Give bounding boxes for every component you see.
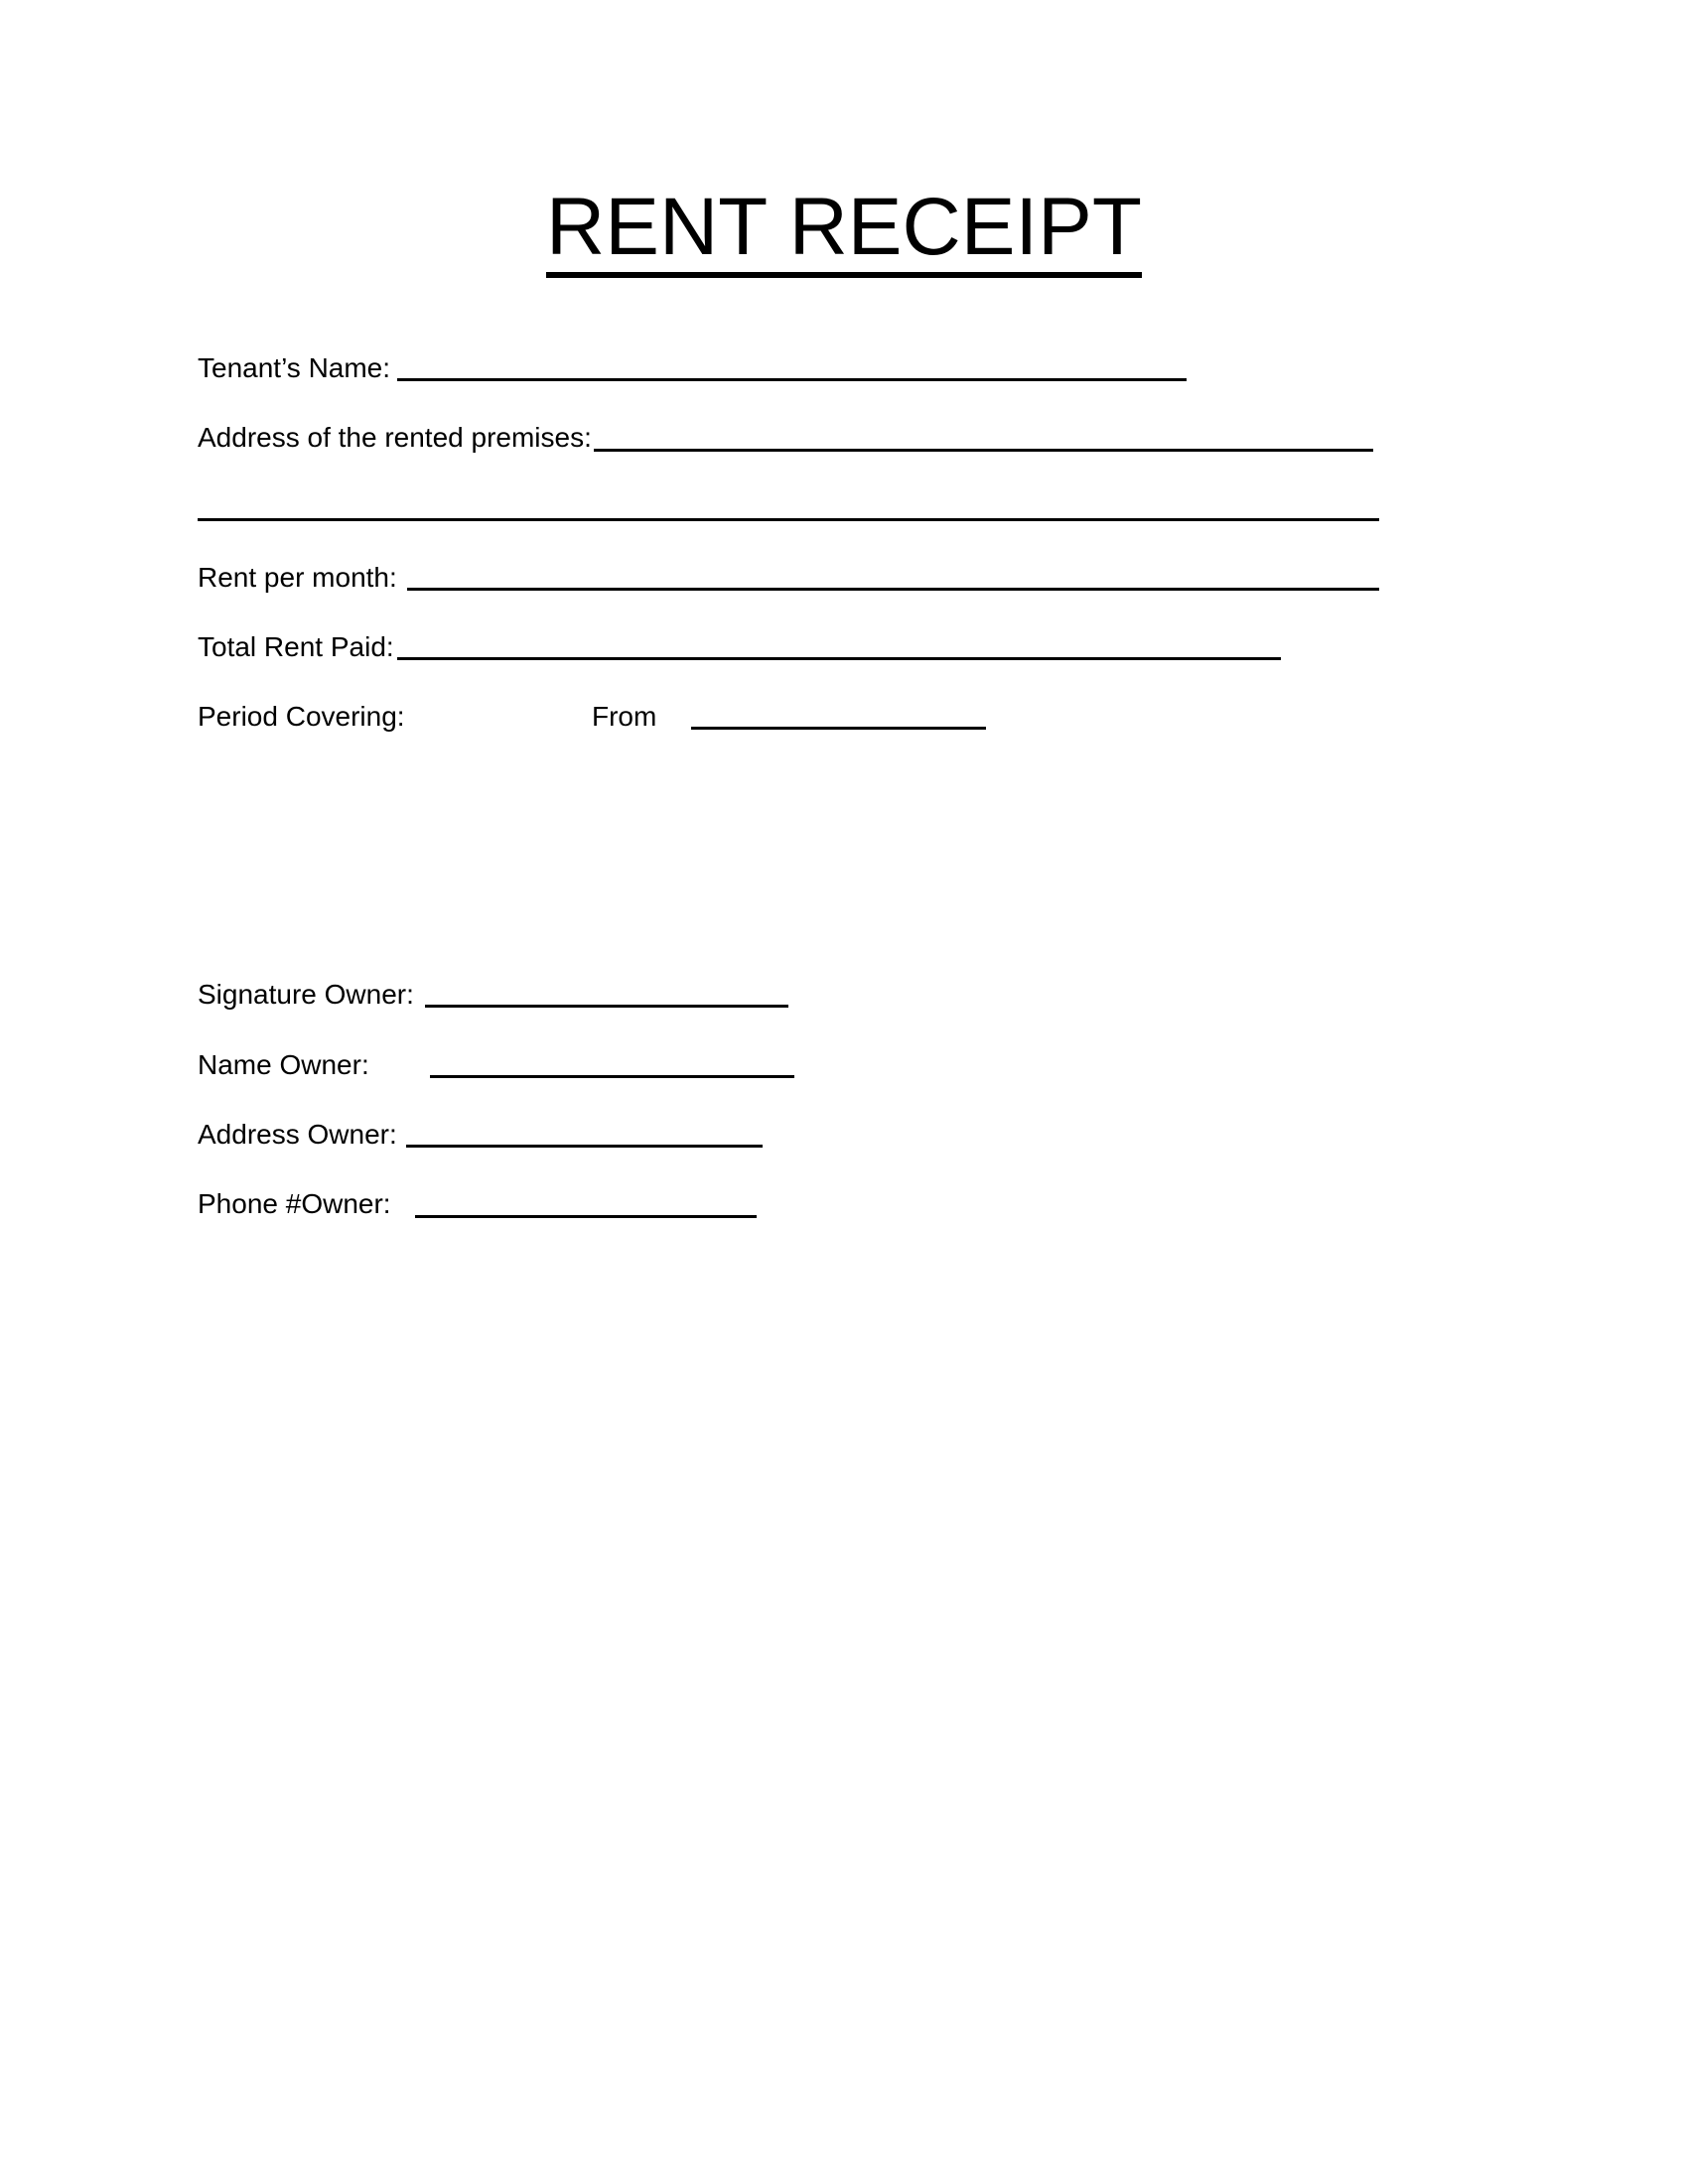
rent-per-month-field[interactable] — [407, 588, 1379, 591]
phone-owner-label: Phone #Owner: — [198, 1188, 391, 1219]
page-title — [0, 182, 1688, 278]
period-covering-label: Period Covering: — [198, 701, 405, 732]
name-owner-label: Name Owner: — [198, 1049, 369, 1080]
tenant-name-field[interactable] — [397, 378, 1187, 381]
name-owner-field[interactable] — [430, 1075, 794, 1078]
signature-owner-field[interactable] — [425, 1005, 788, 1008]
period-from-field[interactable] — [691, 727, 986, 730]
address-owner-label: Address Owner: — [198, 1119, 397, 1150]
total-rent-paid-field[interactable] — [397, 657, 1281, 660]
signature-owner-label: Signature Owner: — [198, 979, 414, 1010]
title-text: RENT RECEIPT — [546, 187, 1142, 278]
from-label: From — [592, 701, 657, 732]
address-label: Address of the rented premises: — [198, 422, 592, 453]
address-owner-field[interactable] — [406, 1145, 763, 1148]
total-rent-paid-label: Total Rent Paid: — [198, 631, 394, 662]
address-field-line-2[interactable] — [198, 518, 1379, 521]
address-field[interactable] — [594, 449, 1373, 452]
tenant-name-label: Tenant’s Name: — [198, 352, 391, 383]
phone-owner-field[interactable] — [415, 1215, 757, 1218]
rent-per-month-label: Rent per month: — [198, 562, 397, 593]
